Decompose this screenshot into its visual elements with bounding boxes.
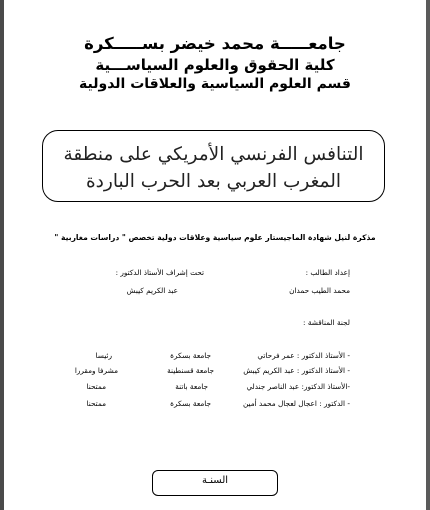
member-4-name: - الدكتور : اعجال لعجال محمد أمين <box>242 399 350 408</box>
member-1-university: جامعة بسكرة <box>170 351 211 360</box>
member-4-role: ممتحنا <box>86 399 106 408</box>
student-label: إعداد الطالب : <box>305 268 350 277</box>
thesis-title-box <box>42 130 385 202</box>
university-name: جامعـــــة محمد خيضر بســـــكرة <box>84 34 346 53</box>
right-edge-bar <box>426 0 430 510</box>
faculty-name: كلية الحقوق والعلوم السياســـية <box>95 56 335 74</box>
member-1-name: - الأستاذ الدكتور : عمر فرحاتي <box>257 351 350 360</box>
member-3-role: ممتحنا <box>86 382 106 391</box>
member-4-university: جامعة بسكرة <box>170 399 211 408</box>
member-1-role: رئيسا <box>95 351 112 360</box>
member-3-name: -الأستاذ الدكتور: عبد الناصر جندلي <box>246 382 350 391</box>
supervisor-label: تحت إشراف الأستاذ الدكتور : <box>115 268 204 277</box>
member-2-name: - الأستاذ الدكتور : عبد الكريم كيبش <box>243 366 350 375</box>
department-name: قسم العلوم السياسية والعلاقات الدولية <box>79 76 351 92</box>
member-2-role: مشرفا ومقررا <box>74 366 118 375</box>
academic-year-label: السنـة <box>201 475 229 486</box>
member-3-university: جامعة باتنة <box>175 382 208 391</box>
student-name: محمد الطيب حمدان <box>289 286 350 295</box>
document-page <box>4 0 426 510</box>
committee-label: لجنة المناقشة : <box>303 318 350 327</box>
supervisor-name: عبد الكريم كيبش <box>126 286 178 295</box>
member-2-university: جامعة قسنطينة <box>167 366 214 375</box>
academic-year-box <box>152 470 278 496</box>
thesis-title-line-1: التنافس الفرنسي الأمريكي على منطقة <box>63 144 364 165</box>
thesis-title-line-2: المغرب العربي بعد الحرب الباردة <box>85 171 341 192</box>
degree-statement: مذكرة لنيل شهادة الماجيستار علوم سياسية وعلاقات دولية تخصص " دراسات مغاربية " <box>54 233 376 242</box>
